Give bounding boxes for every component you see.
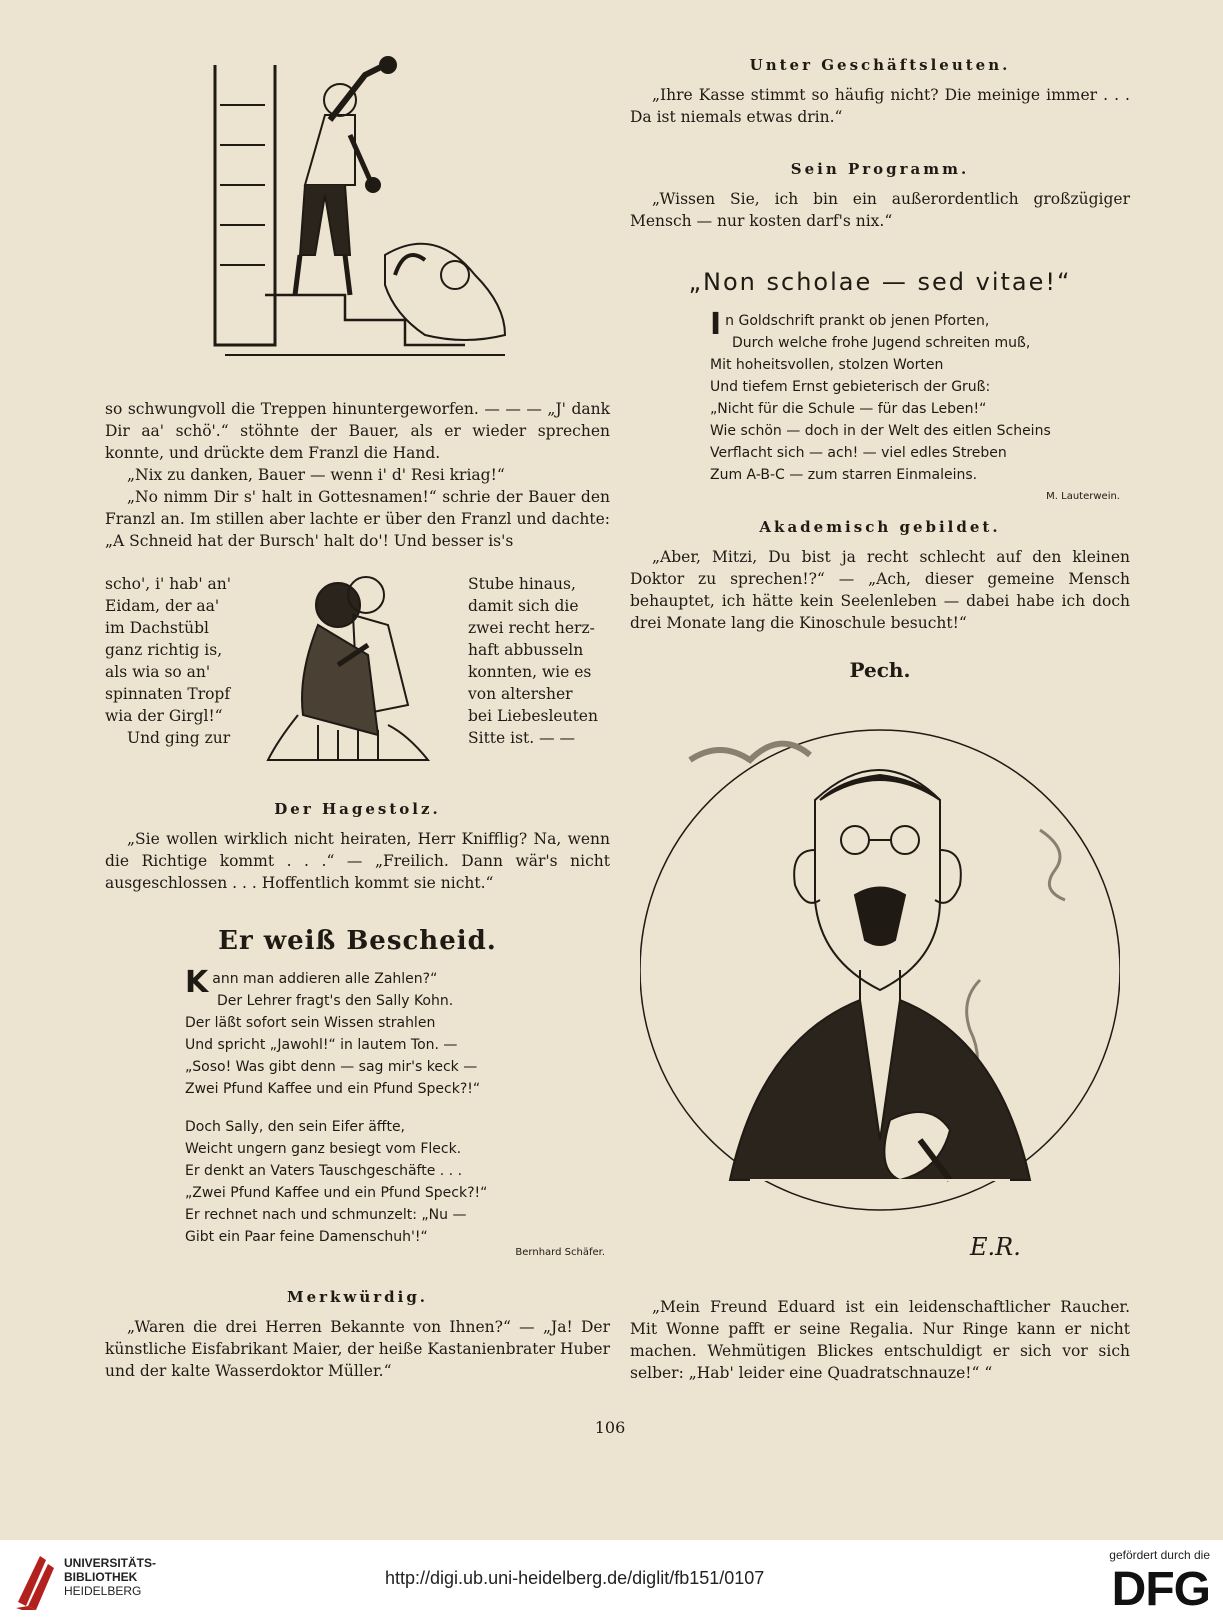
programm-text: „Wissen Sie, ich bin ein außerordentlich großzügiger Mensch — nur kosten darf's nix.“ <box>630 190 1130 230</box>
poem-line: Durch welche frohe Jugend schreiten muß, <box>732 335 1031 351</box>
drop-cap: K <box>185 965 209 1000</box>
poem-line: ann man addieren alle Zahlen?“ <box>212 971 438 987</box>
library-name-line: UNIVERSITÄTS- <box>64 1556 157 1570</box>
poem-line: Mit hoheitsvollen, stolzen Worten <box>710 357 944 373</box>
pech-text: „Mein Freund Eduard ist ein leidenschaftlicher Raucher. Mit Wonne pafft er seine Regalia. Nur Ringe kann er nicht machen. Wehmütigen Blickes entschuldigt er sich vor sich selber: „Hab' leider eine Quadratschnauze!“ “ <box>630 1298 1130 1382</box>
poem-line: Und spricht „Jawohl!“ in lautem Ton. — <box>185 1037 458 1053</box>
library-name-line: BIBLIOTHEK <box>64 1570 138 1584</box>
wrap-line: ganz richtig is, <box>105 641 223 659</box>
poem-line: Doch Sally, den sein Eifer äffte, <box>185 1119 406 1135</box>
wrap-line: wia der Girgl!“ <box>105 707 223 725</box>
poem-author: M. Lauterwein. <box>1046 491 1120 502</box>
akademisch-text: „Aber, Mitzi, Du bist ja recht schlecht auf den kleinen Doktor zu sprechen!?“ — „Ach, dieser gemeine Mensch behauptet, ich hätte kein Seelenleben — dabei habe ich doch drei Monate lang die Kinoschule besucht!“ <box>630 548 1130 632</box>
section-title-pech: Pech. <box>849 658 911 682</box>
story-para-1: so schwungvoll die Treppen hinuntergeworfen. — — — „J' dank Dir aa' schö'.“ stöhnte der Bauer, als er wieder sprechen konnte, und drückte dem Franzl die Hand. <box>105 400 610 462</box>
poem-bescheid <box>185 965 605 1264</box>
poem-line: „Soso! Was gibt denn — sag mir's keck — <box>185 1059 478 1075</box>
section-title-akademisch: Akademisch gebildet. <box>759 518 1001 536</box>
story-para-3: „No nimm Dir s' halt in Gottesnamen!“ schrie der Bauer den Franzl an. Im stillen aber lachte er über den Franzl und dachte: „A Schneid hat der Bursch' halt do'! Und besser is's <box>105 488 610 550</box>
poem-line: Gibt ein Paar feine Damenschuh'!“ <box>185 1229 428 1245</box>
poem-line: „Nicht für die Schule — für das Leben!“ <box>710 401 987 417</box>
poem-line: „Zwei Pfund Kaffee und ein Pfund Speck?!“ <box>185 1185 488 1201</box>
dfg-logo: DFG <box>1111 1563 1210 1616</box>
wrap-line: Und ging zur <box>127 729 231 747</box>
illustration-signature: E.R. <box>970 1233 1021 1261</box>
wrap-line: von altersher <box>468 685 573 703</box>
poem-line: Er rechnet nach und schmunzelt: „Nu — <box>185 1207 467 1223</box>
wrap-line: zwei recht herz- <box>468 619 595 637</box>
merkwuerdig-text: „Waren die drei Herren Bekannte von Ihnen?“ — „Ja! Der künstliche Eisfabrikant Maier, der heiße Kastanienbrater Huber und der kalte Wasserdoktor Müller.“ <box>105 1318 610 1380</box>
poem-line: Er denkt an Vaters Tauschgeschäfte . . . <box>185 1163 463 1179</box>
section-title-geschaeftsleute: Unter Geschäftsleuten. <box>749 56 1011 74</box>
wrap-line: damit sich die <box>468 597 579 615</box>
drop-cap: I <box>710 307 722 342</box>
poem-line: Verflacht sich — ach! — viel edles Streben <box>710 445 1007 461</box>
wrap-line: scho', i' hab' an' <box>105 575 232 593</box>
story-para-2: „Nix zu danken, Bauer — wenn i' d' Resi kriag!“ <box>127 466 505 484</box>
wrap-line: spinnaten Tropf <box>105 685 231 703</box>
wrap-line: konnten, wie es <box>468 663 592 681</box>
wrap-line: im Dachstübl <box>105 619 209 637</box>
poem-author: Bernhard Schäfer. <box>515 1247 605 1258</box>
section-title-merkwuerdig: Merkwürdig. <box>286 1288 429 1306</box>
university-library-logo-icon <box>14 1552 58 1610</box>
illustration-couple-kissing <box>258 565 458 765</box>
poem-line: Zum A-B-C — zum starren Einmaleins. <box>710 467 978 483</box>
illustration-stair-fight <box>205 45 535 365</box>
wrap-line: als wia so an' <box>105 663 211 681</box>
wrap-left-lines <box>105 573 255 749</box>
wrap-right-lines <box>468 573 613 749</box>
poem-line: Zwei Pfund Kaffee und ein Pfund Speck?!“ <box>185 1081 481 1097</box>
hagestolz-text: „Sie wollen wirklich nicht heiraten, Herr Knifflig? Na, wenn die Richtige kommt . . .“ — „Freilich. Dann wär's nicht ausgeschlossen . . . Hoffentlich kommt sie nicht.“ <box>105 830 610 892</box>
wrap-line: Eidam, der aa' <box>105 597 220 615</box>
footer-bar <box>0 1540 1223 1623</box>
library-name-line: HEIDELBERG <box>64 1584 142 1598</box>
poem-line: Weicht ungern ganz besiegt vom Fleck. <box>185 1141 462 1157</box>
poem-line: n Goldschrift prankt ob jenen Pforten, <box>725 313 990 329</box>
poem-non-scholae <box>710 307 1120 508</box>
wrap-line: haft abbusseln <box>468 641 584 659</box>
illustration-smoker-caricature <box>640 700 1120 1280</box>
section-title-non-scholae: „Non scholae — sed vitae!“ <box>688 268 1072 296</box>
source-url-link[interactable]: http://digi.ub.uni-heidelberg.de/diglit/fb151/0107 <box>385 1568 765 1588</box>
poem-line: Der läßt sofort sein Wissen strahlen <box>185 1015 436 1031</box>
wrap-line: Sitte ist. — — <box>468 729 576 747</box>
funded-by-label: gefördert durch die <box>1109 1548 1210 1562</box>
wrap-line: bei Liebesleuten <box>468 707 598 725</box>
poem-line: Wie schön — doch in der Welt des eitlen Scheins <box>710 423 1051 439</box>
section-title-programm: Sein Programm. <box>790 160 970 178</box>
poem-line: Der Lehrer fragt's den Sally Kohn. <box>217 993 454 1009</box>
geschaeftsleute-text: „Ihre Kasse stimmt so häufig nicht? Die meinige immer . . . Da ist niemals etwas drin.“ <box>630 86 1130 126</box>
page-number: 106 <box>594 1418 626 1437</box>
poem-line: Und tiefem Ernst gebieterisch der Gruß: <box>710 379 991 395</box>
section-title-hagestolz: Der Hagestolz. <box>274 800 441 818</box>
wrap-line: Stube hinaus, <box>468 575 576 593</box>
section-title-bescheid: Er weiß Bescheid. <box>218 926 497 956</box>
